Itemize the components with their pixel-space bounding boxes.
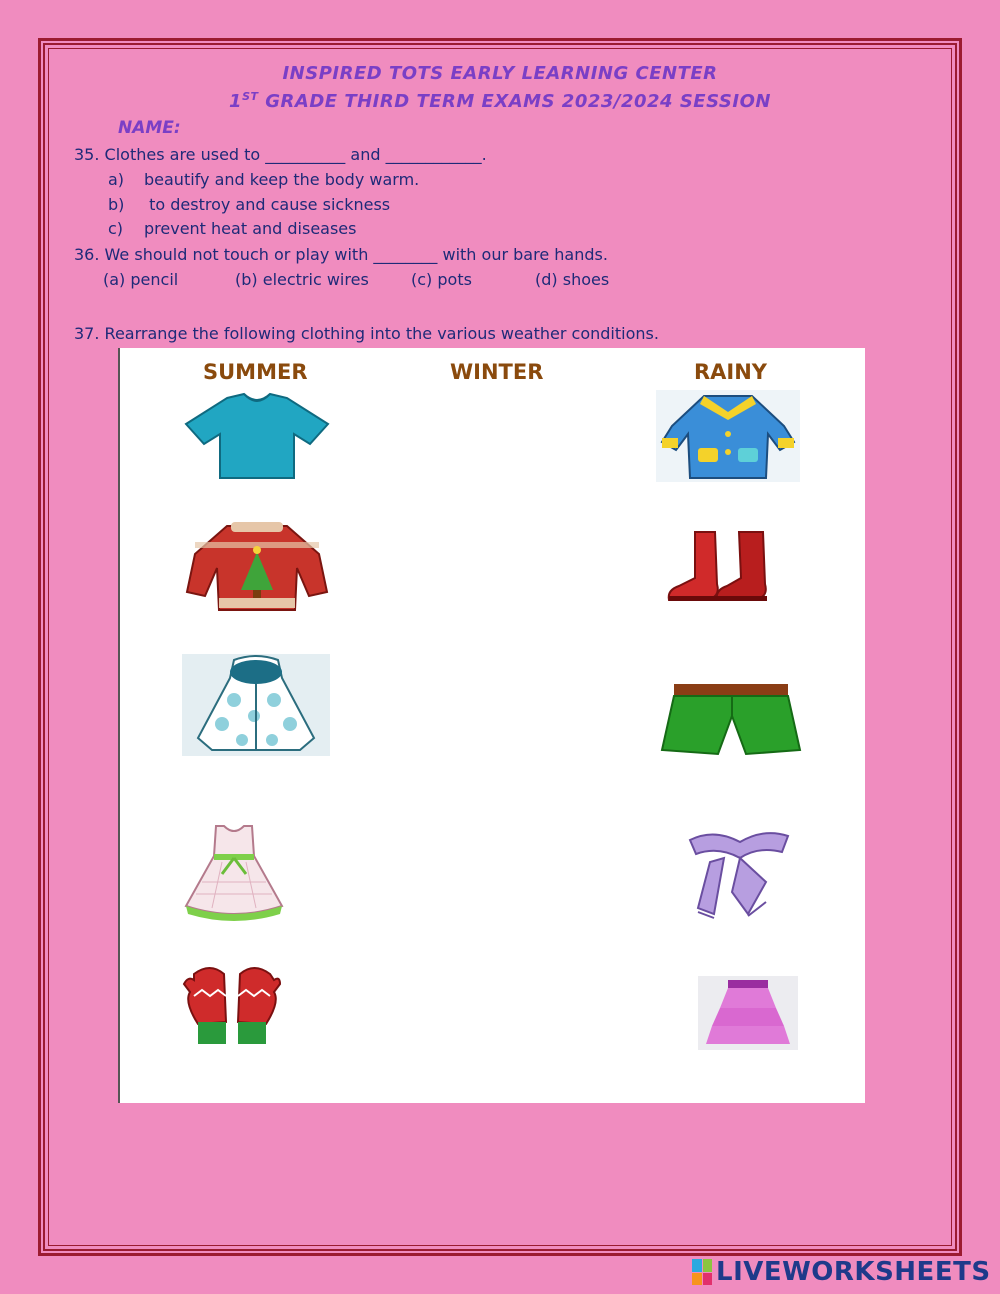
q36-option-d[interactable]: (d) shoes xyxy=(535,270,610,289)
q36-option-c[interactable]: (c) pots xyxy=(411,270,472,289)
q35-option-a[interactable]: a) beautify and keep the body warm. xyxy=(108,170,420,189)
q36-option-b[interactable]: (b) electric wires xyxy=(235,270,369,289)
mittens-icon[interactable] xyxy=(180,962,284,1050)
column-summer: SUMMER xyxy=(203,360,308,384)
column-winter: WINTER xyxy=(450,360,544,384)
shorts-icon[interactable] xyxy=(660,682,802,760)
q36-option-a[interactable]: (a) pencil xyxy=(103,270,179,289)
raincoat-icon[interactable] xyxy=(656,390,800,482)
liveworksheets-brand: LIVEWORKSHEETS xyxy=(716,1257,991,1287)
skirt-icon[interactable] xyxy=(698,976,798,1050)
school-title: INSPIRED TOTS EARLY LEARNING CENTER xyxy=(282,63,718,84)
exam-title: 1ST GRADE THIRD TERM EXAMS 2023/2024 SESSION xyxy=(229,90,771,112)
winter-coat-icon[interactable] xyxy=(182,654,330,756)
question-36: 36. We should not touch or play with ________ with our bare hands. xyxy=(74,245,608,264)
liveworksheets-logo[interactable] xyxy=(692,1256,991,1288)
rain-boots-icon[interactable] xyxy=(665,528,775,604)
name-label: NAME: xyxy=(118,118,181,138)
liveworksheets-mark-icon xyxy=(692,1259,712,1285)
summer-dress-icon[interactable] xyxy=(182,822,286,922)
column-rainy: RAINY xyxy=(694,360,768,384)
q35-option-c[interactable]: c) prevent heat and diseases xyxy=(108,219,357,238)
question-35: 35. Clothes are used to __________ and ____________. xyxy=(74,145,487,164)
christmas-sweater-icon[interactable] xyxy=(183,518,331,614)
question-37: 37. Rearrange the following clothing into the various weather conditions. xyxy=(74,324,659,343)
q35-option-b[interactable]: b) to destroy and cause sickness xyxy=(108,195,391,214)
tshirt-icon[interactable] xyxy=(182,390,332,482)
scarf-icon[interactable] xyxy=(684,822,794,922)
